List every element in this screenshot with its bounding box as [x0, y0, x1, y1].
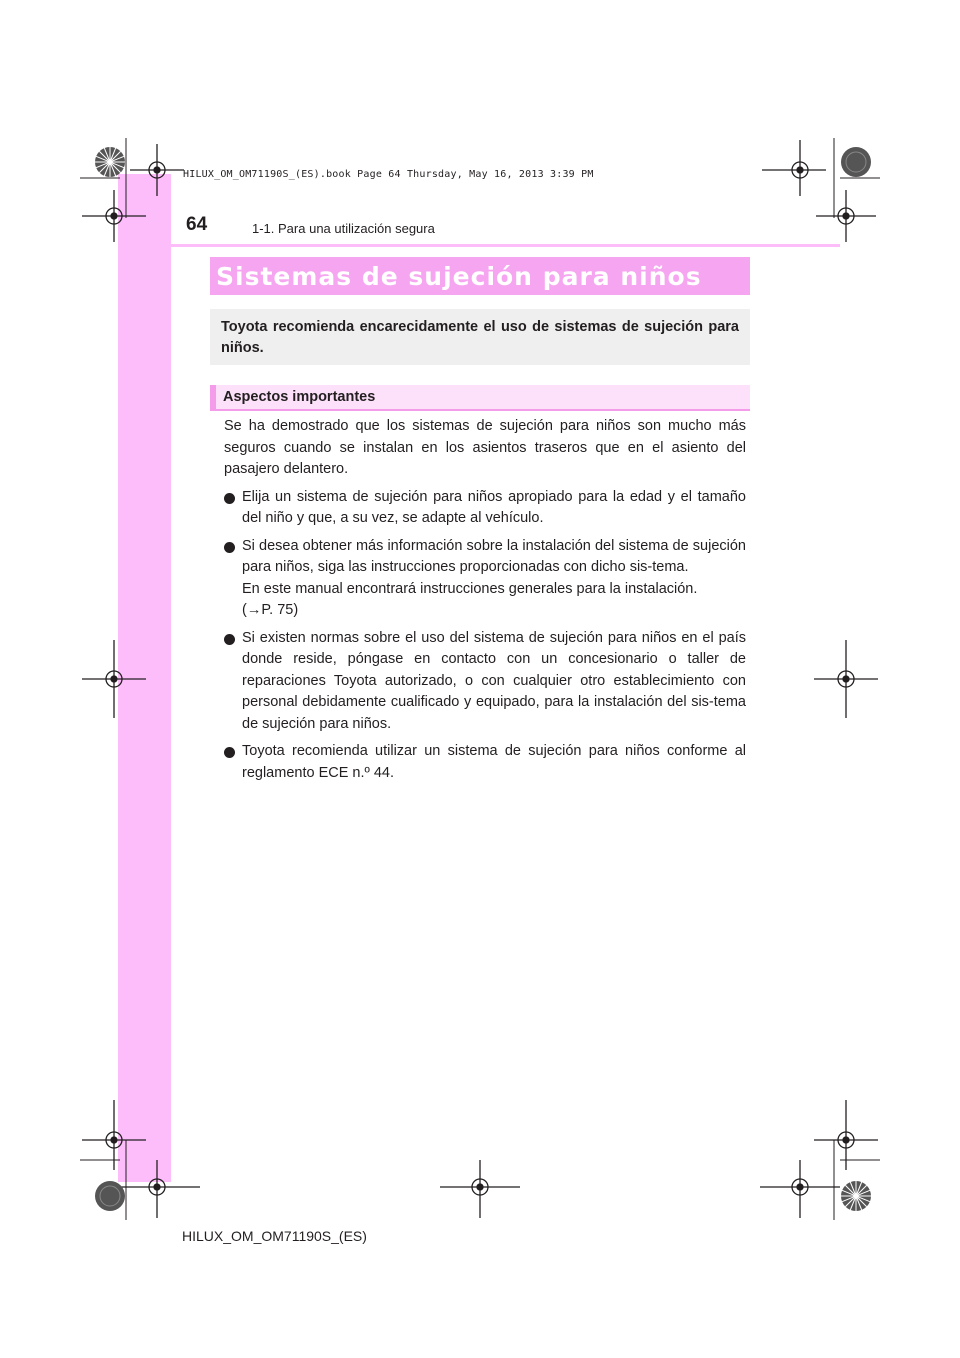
bullet-dot-icon — [224, 542, 235, 553]
subheading: Aspectos importantes — [223, 389, 376, 405]
book-stamp: HILUX_OM_OM71190S_(ES).book Page 64 Thursday, May 16, 2013 3:39 PM — [183, 169, 594, 180]
subheading-bar — [210, 385, 750, 411]
intro-text: Toyota recomienda encarecidamente el uso de sistemas de sujeción para niños. — [221, 319, 739, 356]
bullet-item — [224, 741, 746, 784]
bullet-extra-text: En este manual encontrará instrucciones generales para la instalación. — [242, 580, 698, 597]
bullet-item — [224, 536, 746, 622]
bullet-text: Elija un sistema de sujeción para niños apropiado para la edad y el tamaño del niño y que, a su vez, se adapte al vehículo. — [242, 488, 746, 526]
page-number: 64 — [186, 214, 208, 235]
registration-target-icon — [816, 190, 876, 242]
bullet-item — [224, 628, 746, 736]
body-paragraph: Se ha demostrado que los sistemas de sujeción para niños son mucho más seguros cuando se instalan en los asientos traseros que en el asiento del pasajero delantero. — [224, 418, 746, 477]
bullet-text: Toyota recomienda utilizar un sistema de sujeción para niños conforme al reglamento ECE n.º 44. — [242, 743, 746, 781]
registration-target-icon — [762, 140, 826, 196]
registration-target-icon — [82, 190, 146, 242]
page-title-bar — [210, 257, 750, 295]
bullet-text: Si existen normas sobre el uso del sistema de sujeción para niños en el país donde reside, póngase en contacto con un concesionario o taller de reparaciones Toyota autorizado, o con cualquier otro establecimiento con personal debidamente cualificado y equipado, para la instalación del sis-tema de sujeción para niños. — [242, 629, 746, 732]
registration-target-icon — [440, 1160, 520, 1218]
page-reference-link[interactable]: (→P. 75) — [242, 602, 299, 618]
registration-target-icon — [760, 1160, 840, 1218]
starburst-target-icon — [841, 1181, 871, 1211]
bullet-text: Si desea obtener más información sobre la instalación del sistema de sujeción para niños, siga las instrucciones proporcionadas con dicho sis-tema. — [242, 537, 746, 575]
registration-target-icon — [120, 1160, 200, 1218]
starburst-target-icon — [95, 1181, 125, 1211]
page-title: Sistemas de sujeción para niños — [216, 261, 702, 291]
bullet-dot-icon — [224, 493, 235, 504]
bullet-dot-icon — [224, 747, 235, 758]
starburst-target-icon — [95, 147, 125, 177]
starburst-target-icon — [841, 147, 871, 177]
body-content — [224, 416, 746, 784]
section-label: 1-1. Para una utilización segura — [252, 221, 435, 236]
bullet-dot-icon — [224, 634, 235, 645]
intro-box — [210, 309, 750, 365]
registration-target-icon — [814, 640, 878, 718]
registration-target-icon — [130, 144, 184, 196]
footer-code: HILUX_OM_OM71190S_(ES) — [182, 1228, 367, 1244]
bullet-item — [224, 487, 746, 530]
registration-target-icon — [82, 640, 146, 718]
